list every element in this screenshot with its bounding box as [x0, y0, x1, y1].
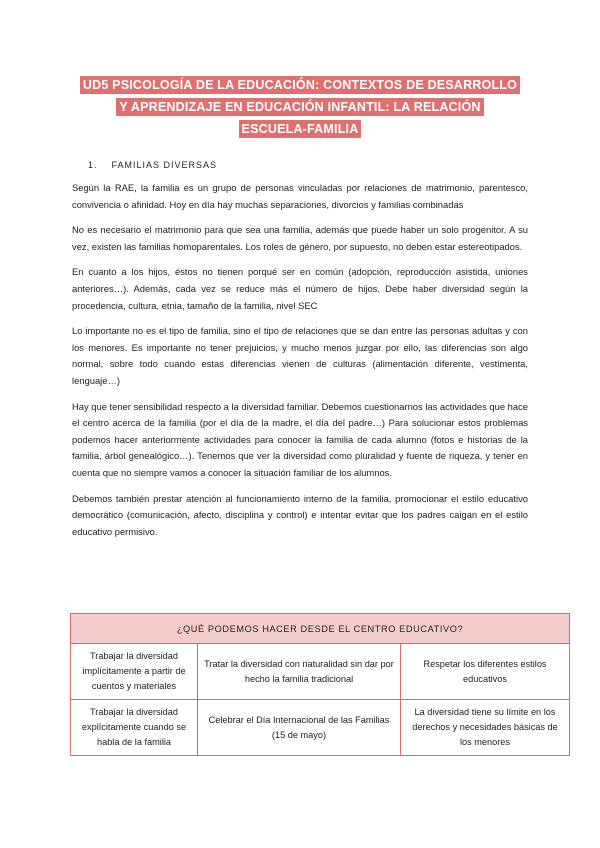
body-text [72, 180, 528, 540]
paragraph: Hay que tener sensibilidad respecto a la diversidad familiar. Debemos cuestionarnos las actividades que hace el centro acerca de la familia (por el día de la madre, el día del padre…) Para solucionar estos problemas podemos hacer anteriormente actividades para conocer la familia de cada alumno (fotos e historias de la familia, árbol genealógico…). Tenemos que ver la diversidad como pluralidad y fuente de riqueza, y tener en cuenta que no siempre vamos a conocer la situación familiar de los alumnos. [72, 400, 528, 478]
title-line-2: Y APRENDIZAJE EN EDUCACIÓN INFANTIL: LA RELACIÓN [116, 98, 483, 116]
paragraph: Según la RAE, la familia es un grupo de personas vinculadas por relaciones de matrimonio, parentesco, convivencia o afinidad. Hoy en día hay muchas separaciones, divorcios y familias combinadas [72, 182, 528, 210]
table-cell: Tratar la diversidad con naturalidad sin dar por hecho la familia tradicional [198, 644, 401, 700]
table-cell: Respetar los diferentes estilos educativos [401, 644, 570, 700]
paragraph: Debemos también prestar atención al funcionamiento interno de la familia, promocionar el estilo educativo democrático (comunicación, afecto, disciplina y control) e intentar evitar que los padres caigan en el estilo educativo permisivo. [72, 492, 528, 537]
title-line-3: ESCUELA-FAMILIA [239, 120, 362, 138]
section-heading [88, 160, 600, 170]
document-title [70, 74, 530, 140]
paragraph: Lo importante no es el tipo de familia, sino el tipo de relaciones que se dan entre las personas adultas y con los menores. Es importante no tener prejuicios, y mucho menos juzgar por ello, las diferencias son algo normal, sobre todo cuando estas diferencias vienen de culturas (alimentación diferente, vestimenta, lenguaje…) [72, 325, 528, 386]
actions-table [70, 613, 570, 756]
section-title: FAMILIAS DIVERSAS [111, 160, 218, 170]
table-row [71, 700, 570, 756]
paragraph: No es necesario el matrimonio para que sea una familia, además que puede haber un solo progenitor. A su vez, existen las familias homoparentales. Los roles de género, por supuesto, no deben estar estereotipados. [72, 224, 528, 252]
title-line-1: UD5 PSICOLOGÍA DE LA EDUCACIÓN: CONTEXTOS DE DESARROLLO [80, 76, 520, 94]
table-cell: Celebrar el Día Internacional de las Familias (15 de mayo) [198, 700, 401, 756]
table-cell: Trabajar la diversidad explícitamente cuando se habla de la familia [71, 700, 198, 756]
table-cell: La diversidad tiene su límite en los derechos y necesidades básicas de los menores [401, 700, 570, 756]
table-row [71, 644, 570, 700]
table-header: ¿QUÉ PODEMOS HACER DESDE EL CENTRO EDUCATIVO? [71, 614, 570, 644]
paragraph: En cuanto a los hijos, éstos no tienen porqué ser en común (adopción, reproducción asistida, uniones anteriores…). Además, cada vez se reduce más el número de hijos. Debe haber diversidad según la procedencia, cultura, etnia, tamaño de la familia, nivel SEC [72, 266, 528, 311]
section-number: 1. [88, 160, 98, 170]
table-cell: Trabajar la diversidad implícitamente a partir de cuentos y materiales [71, 644, 198, 700]
